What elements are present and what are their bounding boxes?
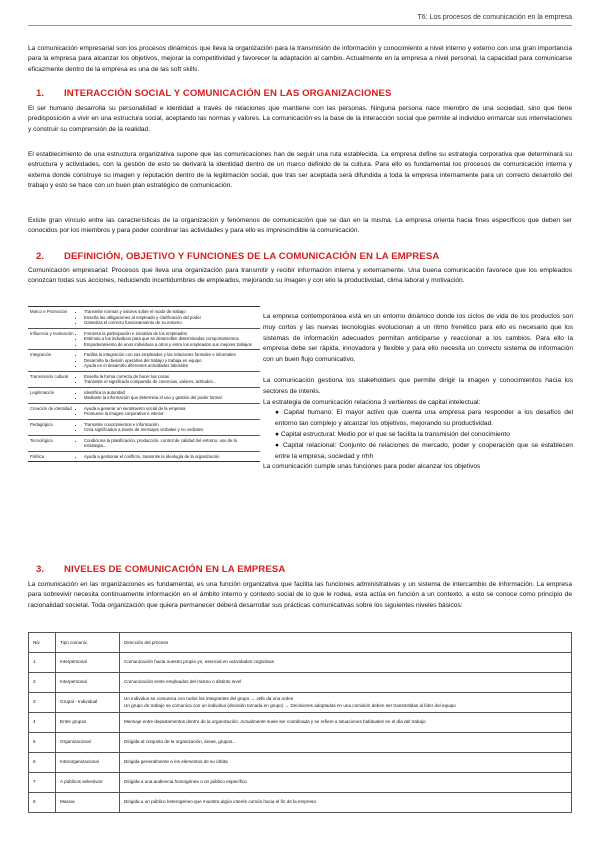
function-category: Influencia y motivación (30, 330, 74, 336)
functions-table-row (28, 307, 260, 329)
level-type-cell: Organizacional (56, 733, 120, 753)
function-category: Política (30, 453, 45, 459)
section2-right-column (263, 312, 573, 473)
level-number-cell: 1 (29, 653, 56, 673)
levels-table-row (29, 673, 572, 693)
section1-paragraph-2: El establecimiento de una estructura organizativa supone que las comunicaciones han de seguir una ruta establecida. La empresa define su estrategia corporativa que determinará su estructura y actividades, con la gestión de esto se derivará la identidad dentro de un marco definido de la cultura. Para ello es fundamental los procesos de comunicación interna y externa donde construye su imagen y reputación dentro de la legitimación social, que tras ser aceptada será difundida a toda la empresa internamente para un correcto desarrollo del trabajo y esto se hace con un buen plan estratégico de comunicación. (28, 151, 572, 190)
section3-title: NIVELES DE COMUNICACIÓN EN LA EMPRESA (64, 564, 286, 575)
function-category: Tecnológica (30, 437, 53, 443)
intro-paragraph: La comunicación empresarial son los procesos dinámicos que lleva la organización para la transmisión de información y conocimiento a nivel interno y externo con una gran importancia para la empresa para alcanzar los objetivos, mejorar la competitividad y favorecer la adaptación al cambio. Actualmente en la empresa a nivel personal, la capacidad para comunicarse eficazmente dentro de la empresa es una de las soft skills. (28, 45, 572, 73)
level-type-cell: Interpersonal (56, 653, 120, 673)
function-item: • Desarrolla la división operativa del trabajo y trabaja en equipo (84, 358, 258, 364)
level-direction-cell: Dirigida al conjunto de la organización, áreas, grupos... (120, 733, 572, 753)
level-number-cell: 8 (29, 793, 56, 813)
levels-table-row (29, 733, 572, 753)
level-number-cell: 5 (29, 733, 56, 753)
function-category: Pedagógica (30, 421, 53, 427)
function-item: • Empoderamiento de unos individuos a otros y entre los empleados sus mejores trabajos (84, 342, 258, 348)
function-category: Marco e Promoción (30, 309, 68, 314)
function-item: • Transmite conocimientos e información (84, 422, 258, 428)
function-item: • Ayuda a generar un sentimiento social de la empresa (84, 406, 258, 412)
functions-table-row (28, 403, 260, 419)
right-paragraph-3: La estrategia de comunicación relaciona 3 vertientes de capital intelectual: (263, 398, 481, 406)
function-category: Integración (30, 352, 52, 357)
function-item: • Promueve la imagen corporativa e interior (84, 411, 258, 417)
level-type-cell: Masiva (56, 793, 120, 813)
section2-number: 2. (36, 251, 45, 262)
function-item: • Garantiza el correcto funcionamiento de su entorno (84, 320, 258, 326)
levels-table-row (29, 753, 572, 773)
level-number-cell: 7 (29, 773, 56, 793)
level-type-cell: Interorganizacional (56, 753, 120, 773)
section3-number: 3. (36, 564, 45, 575)
section3-heading (36, 564, 285, 575)
level-direction-cell: Mensaje entre departamentos dentro de la organización. Actualmente suele ser coordinada y se refiere a situaciones habituales en el día del trabajo (120, 713, 572, 733)
function-item: • Ayuda en el desarrollo diferentes actividades laborales (84, 363, 258, 369)
function-description (76, 307, 260, 329)
functions-table-row (28, 435, 260, 451)
levels-table-row (29, 693, 572, 713)
function-description (76, 451, 260, 462)
right-paragraph-1: La empresa contemporánea está en un entorno dinámico donde los ciclos de vida de los productos son muy cortos y las nuevas tecnologías evolucionan a un ritmo frenético para ello es necesario que los sistemas de información adecuados permitan anticiparse y reaccionar a los cambios. Para ello la empresa debe ser rápida, innovadora y flexible y para ello necesita un correcto sistema de información con un buen flujo comunicativo. (263, 313, 573, 364)
level-type-cell: Entre grupos (56, 713, 120, 733)
level-direction-cell: Comunicación hacia nuestro propio yo, esencial en actividades cognitivas (120, 653, 572, 673)
function-item: • Fomenta la participación e iniciativa de los empleados (84, 331, 258, 337)
levels-table-row (29, 713, 572, 733)
level-number-cell: 2 (29, 673, 56, 693)
function-item: • Transmite el significado compartido de creencias, valores, actitudes... (84, 379, 258, 385)
level-direction-cell: Un individuo se comunica con todos los integrantes del grupo → Jefe da una orden Un grupo de trabajo se comunica con un individuo (decisión tomada en grupo) → Decisiones adoptadas en una comisión deben ser transmitidas al líder del equipo (120, 693, 572, 713)
function-item: • Enseña las obligaciones al empleado y clarificación del poder (84, 315, 258, 321)
levels-header-type: Tipo comunic. (56, 633, 120, 653)
functions-table-row (28, 451, 260, 462)
section1-paragraph-1: El ser humano desarrolla su personalidad e identidad a través de relaciones que mantiene con las personas. Ninguna persona nace miembro de una sociedad, sino que tiene predisposición a vivir en una estructura social, aceptando las normas y valores. La comunicación es la base de la interacción social que permite al individuo enmarcar sus interrelaciones y construir su comprensión de la realidad. (28, 105, 572, 133)
level-number-cell: 6 (29, 753, 56, 773)
functions-table-row (28, 387, 260, 403)
functions-table (28, 306, 260, 462)
level-number-cell: 3 (29, 693, 56, 713)
function-description (76, 387, 260, 403)
function-item: • Enseña la forma correcta de hacer las cosas (84, 374, 258, 380)
header-rule (28, 25, 572, 26)
function-description (76, 371, 260, 387)
functions-table-row (28, 419, 260, 435)
capital-bullet-3: ● Capital relacional: Conjunto de relaciones de mercado, poder y cooperación que se establecen entre la empresa, sociedad y rrhh (275, 441, 573, 460)
functions-table-row (28, 350, 260, 372)
function-category: Transmisión cultural (30, 373, 69, 379)
function-category: Legitimación (30, 389, 55, 395)
function-item: • Condiciona la planificación, producción, control de calidad del entorno, uso de la estrategia... (84, 438, 258, 449)
section1-heading (36, 88, 391, 99)
function-item: • Estimula a los individuos para que se desarrollen determinadas comportamientos (84, 336, 258, 342)
levels-table-row (29, 773, 572, 793)
function-description (76, 328, 260, 350)
right-paragraph-4: La comunicación cumple unas funciones para poder alcanzar los objetivos (263, 463, 481, 471)
function-item: • Crea significados a través de mensajes verbales y no verbales (84, 427, 258, 433)
level-direction-cell: Dirigida a un público heterogéneo que muestra algún interés común hacia el fin de la empresa (120, 793, 572, 813)
function-description (76, 403, 260, 419)
levels-table-row (29, 793, 572, 813)
function-description (76, 350, 260, 372)
function-item: • Facilita la integración con sus empleados y las relaciones formales e informales (84, 352, 258, 358)
function-description (76, 435, 260, 451)
level-type-cell: Grupal - Individual (56, 693, 120, 713)
capital-bullet-1: ● Capital humano: El mayor activo que cuenta una empresa para responder a los desafíos del entorno tan complejo y alcanzar los objetivos, mejorando su productividad. (275, 409, 573, 428)
level-type-cell: Interpersonal (56, 673, 120, 693)
section2-heading (36, 251, 439, 262)
level-type-cell: A públicos selectivos (56, 773, 120, 793)
section1-paragraph-3: Existe gran vínculo entre las características de la organización y fenómenos de comunicación que se dan en la misma. La empresa orienta hacia fines específicos que deben ser conocidos por los miembros y para poder coordinar las actividades y para ello es imprescindible la comunicación. (28, 217, 572, 235)
section1-number: 1. (36, 88, 45, 99)
section2-paragraph-1: Comunicación empresarial: Procesos que lleva una organización para transmitir y recibir información interna y externamente. Una buena comunicación favorece que los empleados conozcan todas sus acciones, reduciendo incertidumbres de empleados, mejorando su imagen y con ello la productividad, clima laboral y motivación. (28, 267, 572, 285)
levels-table (28, 632, 572, 813)
function-item: • Transmite normas y valores sobre el modo de trabajo (84, 309, 258, 315)
levels-header-direction: Dirección del proceso (120, 633, 572, 653)
level-direction-cell: Dirigida a una audiencia homogénea o un público específico (120, 773, 572, 793)
function-item: • Mediante la información que determina el uso y gestión del poder formal (84, 395, 258, 401)
capital-bullet-2: ● Capital estructural: Medio por el que se facilita la transmisión del conocimiento (275, 430, 510, 438)
section1-title: INTERACCIÓN SOCIAL Y COMUNICACIÓN EN LAS ORGANIZACIONES (64, 88, 392, 99)
function-item: • Ayuda a gestionar el conflicto, transmite la ideología de la organización (84, 454, 258, 460)
function-description (76, 419, 260, 435)
levels-table-row (29, 653, 572, 673)
running-header: T6: Los procesos de comunicación en la empresa (417, 14, 572, 21)
level-number-cell: 4 (29, 713, 56, 733)
section3-paragraph-1: La comunicación en las organizaciones es fundamental, es una función organizativa que facilita las funciones administrativas y un sistema de intercambio de información. La empresa para sobrevivir necesita continuamente información en el ámbito interno y contexto social de lo que le rodea, esta actúa en función a un contexto, a esto se conoce como principio de racionalidad societal. Toda organización que quiera permanecer deberá desarrollar sus prácticas comunicativas sobre los siguientes niveles básicos: (28, 581, 572, 609)
level-direction-cell: Comunicación entre empleados del mismo o distinto nivel (120, 673, 572, 693)
section2-title: DEFINICIÓN, OBJETIVO Y FUNCIONES DE LA COMUNICACIÓN EN LA EMPRESA (64, 251, 440, 262)
functions-table-row (28, 371, 260, 387)
levels-header-level: Niv (29, 633, 56, 653)
function-category: Creación de identidad (30, 405, 72, 411)
functions-table-row (28, 328, 260, 350)
function-item: • Identifica la autoridad (84, 390, 258, 396)
level-direction-cell: Dirigida generalmente a los elementos de su órbita (120, 753, 572, 773)
right-paragraph-2: La comunicación gestiona los stakeholders que permite dirigir la imagen y conocimientos hacia los sectores de interés. (263, 376, 573, 395)
